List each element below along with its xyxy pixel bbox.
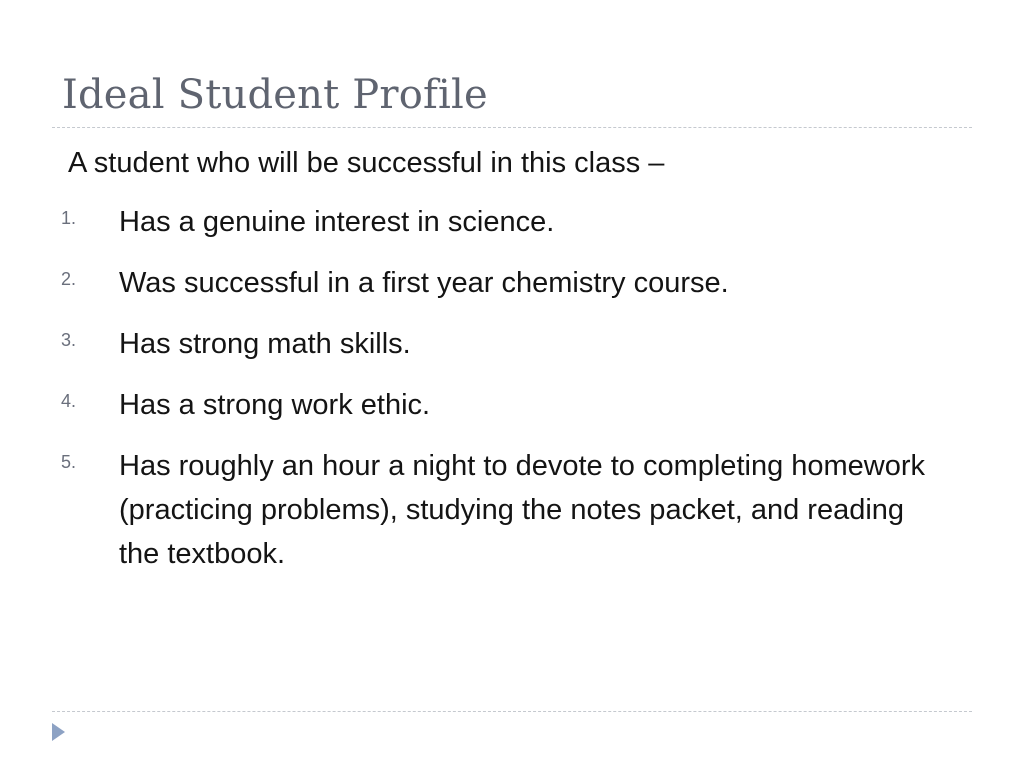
title-divider (52, 127, 972, 128)
list-item-number: 2. (61, 269, 77, 289)
list-item-text: Has strong math skills. (119, 328, 411, 360)
list-item-number: 3. (61, 330, 77, 350)
intro-text: A student who will be successful in this class – (68, 147, 665, 179)
list-item (0, 322, 1024, 366)
list-item (0, 200, 1024, 244)
list-item-text: Has roughly an hour a night to devote to completing homework (practicing problems), studying the notes packet, and reading the textbook. (119, 450, 926, 570)
triangle-right-icon[interactable] (52, 723, 65, 741)
list-item (0, 444, 1024, 576)
list-item-text: Was successful in a first year chemistry course. (119, 267, 729, 299)
list-item (0, 383, 1024, 427)
list-item-text: Has a genuine interest in science. (119, 206, 555, 238)
list-item (0, 261, 1024, 305)
list-item-number: 1. (61, 208, 77, 228)
list-item-text: Has a strong work ethic. (119, 389, 431, 421)
footer-divider (52, 711, 972, 712)
list-item-number: 4. (61, 391, 77, 411)
list-item-number: 5. (61, 452, 77, 472)
slide-title: Ideal Student Profile (62, 72, 488, 118)
criteria-list (0, 200, 1024, 593)
